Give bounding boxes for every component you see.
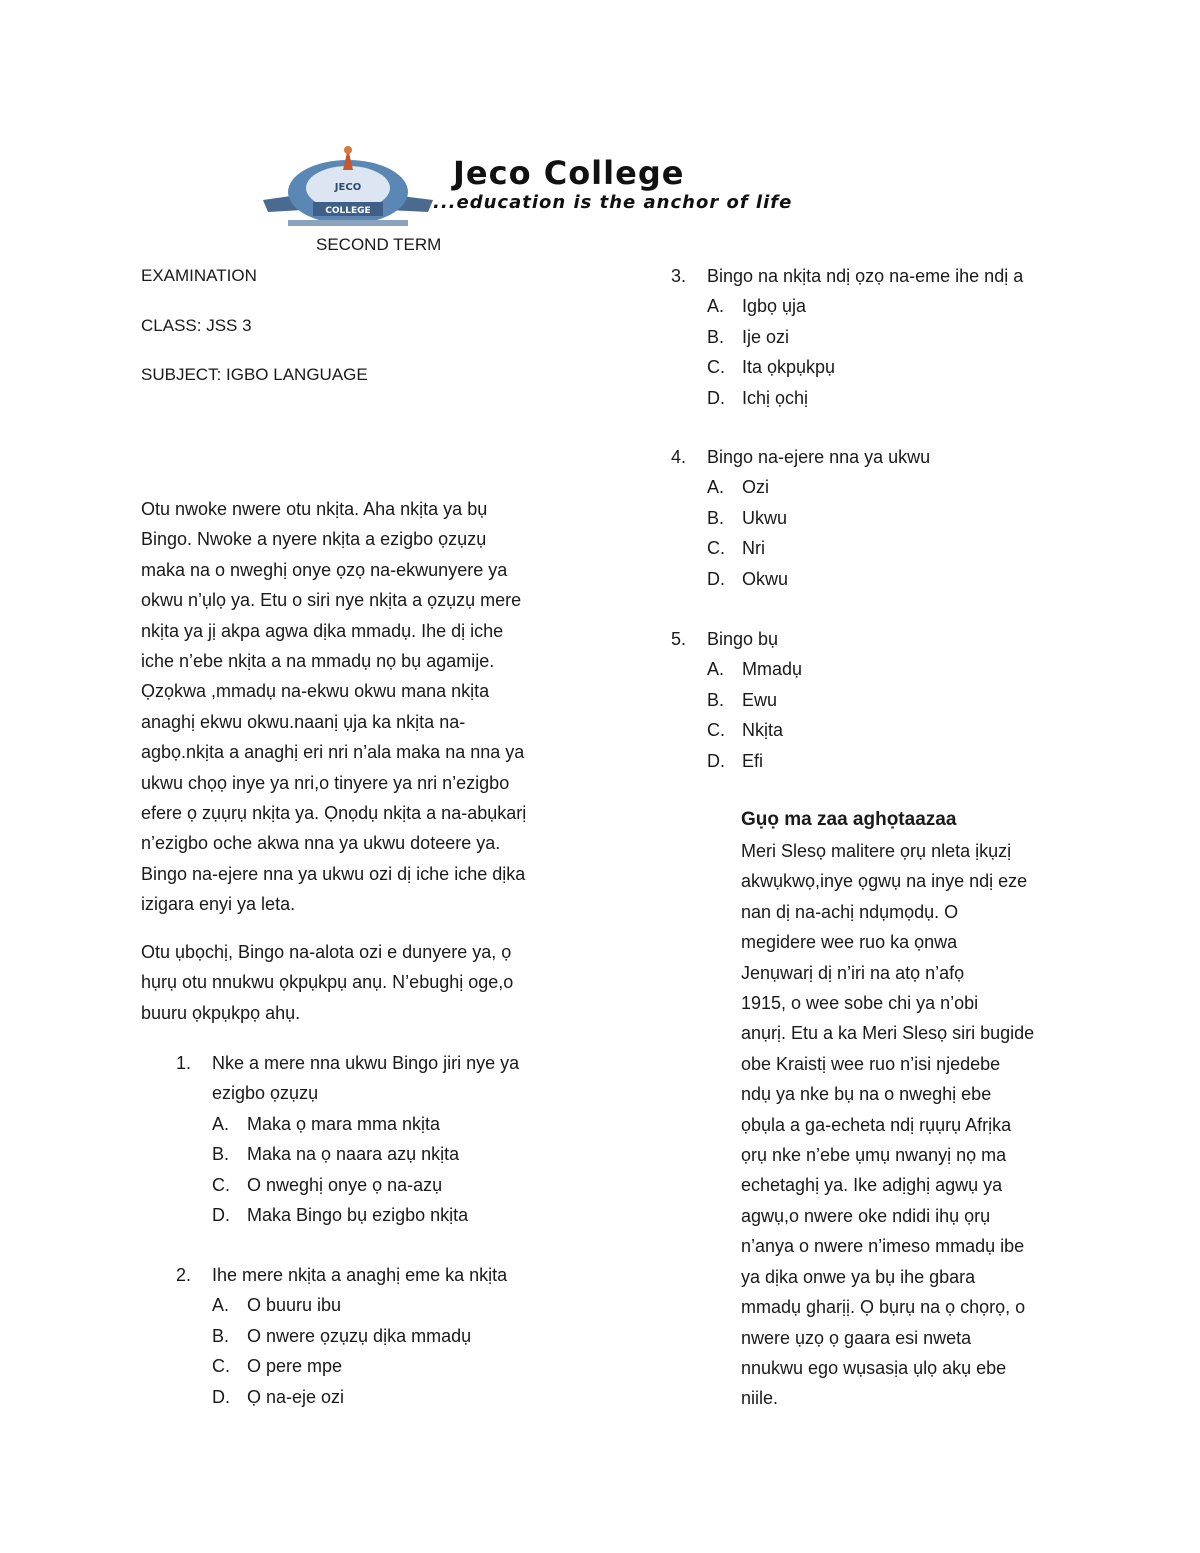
section-title: Gụọ ma zaa aghọtaazaa: [741, 809, 957, 830]
option-text: Nri: [742, 538, 765, 559]
exam-label: EXAMINATION: [141, 266, 257, 285]
question-number: 4.: [671, 447, 687, 467]
comprehension-line: akwụkwọ,inye ọgwụ na inye ndị eze: [741, 871, 1028, 892]
class-label: CLASS: JSS 3: [141, 316, 252, 335]
passage-line: izigara enyi ya leta.: [141, 894, 296, 915]
question-stem: Bingo na nkịta ndị ọzọ na-eme ihe ndị a: [707, 266, 1024, 286]
comprehension-line: ọbụla a ga-echeta ndị rụụrụ Afrịka: [741, 1114, 1012, 1135]
option-text: O buuru ibu: [247, 1295, 342, 1316]
comprehension-line: niile.: [741, 1388, 779, 1409]
option-letter: A.: [707, 659, 725, 680]
passage-line: Otu nwoke nwere otu nkịta. Aha nkịta ya bụ: [141, 499, 488, 519]
svg-text:COLLEGE: COLLEGE: [325, 206, 371, 216]
comprehension-line: ọrụ nke n’ebe ụmụ nwanyị nọ ma: [741, 1145, 1007, 1166]
option-text: Efi: [742, 750, 764, 771]
option-letter: A.: [707, 296, 725, 317]
option-letter: C.: [212, 1174, 230, 1195]
passage-line: efere ọ zụụrụ nkịta ya. Ọnọdụ nkịta a na-abụkarị: [141, 803, 527, 824]
school-name: Jeco College: [453, 154, 685, 192]
comprehension-line: nnukwu ego wụsasịa ụlọ akụ ebe: [741, 1357, 1007, 1378]
comprehension-line: ya dịka onwe ya bụ ihe gbara: [741, 1266, 976, 1287]
option-letter: D.: [707, 750, 725, 771]
option-letter: B.: [707, 507, 725, 528]
option-letter: B.: [707, 326, 725, 347]
passage-line: iche n’ebe nkịta a na mmadụ nọ bụ agamije.: [141, 651, 495, 672]
option-text: O pere mpe: [247, 1356, 343, 1377]
comprehension-line: mmadụ gharịị. Ọ bụrụ na ọ chọrọ, o: [741, 1297, 1026, 1318]
option-letter: D.: [212, 1386, 230, 1407]
passage-line: buuru ọkpụkpọ ahụ.: [141, 1002, 301, 1023]
comprehension-line: Jenụwarị dị n’iri na atọ n’afọ: [741, 962, 965, 983]
option-text: O nweghị onye ọ na-azụ: [247, 1174, 443, 1195]
option-letter: D.: [707, 387, 725, 408]
option-letter: A.: [212, 1113, 230, 1134]
passage-line: hụrụ otu nnukwu ọkpụkpụ anụ. N’ebughị oge,o: [141, 972, 514, 993]
option-text: Mmadụ: [742, 659, 803, 680]
option-text: Ita ọkpụkpụ: [742, 357, 836, 378]
option-text: Igbọ ụja: [742, 296, 807, 317]
comprehension-line: Meri Slesọ malitere ọrụ nleta ịkụzị: [741, 841, 1012, 861]
option-letter: B.: [707, 689, 725, 710]
question-stem: Bingo na-ejere nna ya ukwu: [707, 447, 931, 467]
option-text: O nwere ọzụzụ dịka mmadụ: [247, 1325, 472, 1346]
school-logo: [258, 140, 438, 230]
school-motto: ...education is the anchor of life: [433, 192, 793, 213]
passage-line: n’ezigbo oche akwa nna ya ukwu doteere ya.: [141, 833, 501, 854]
passage-paragraph-2: [141, 937, 591, 1028]
question-number: 2.: [176, 1265, 192, 1285]
passage-line: agbọ.nkịta a anaghị eri nri n’ala maka na nna ya: [141, 742, 525, 763]
passage-paragraph-1: [141, 494, 591, 920]
passage-line: Bingo na-ejere nna ya ukwu ozi dị iche iche dịka: [141, 863, 526, 884]
comprehension-line: echetaghị ya. Ike adịghị agwụ ya: [741, 1175, 1003, 1196]
question-stem: ezigbo ọzụzụ: [212, 1083, 319, 1104]
passage-line: nkịta ya jị akpa agwa dịka mmadụ. Ihe dị iche: [141, 620, 504, 641]
question-stem: Bingo bụ: [707, 629, 779, 649]
passage-line: Ọzọkwa ,mmadụ na-ekwu okwu mana nkịta: [141, 681, 490, 702]
option-text: Nkịta: [742, 720, 784, 741]
option-letter: C.: [707, 538, 725, 559]
comprehension-line: n’anya o nwere n’imeso mmadụ ibe: [741, 1236, 1025, 1257]
option-letter: B.: [212, 1325, 230, 1346]
comprehension-line: nan dị na-achị ndụmọdụ. O: [741, 901, 959, 922]
header-banner: [258, 140, 948, 230]
option-text: Maka ọ mara mma nkịta: [247, 1113, 441, 1134]
option-letter: D.: [707, 568, 725, 589]
question-stem: Ihe mere nkịta a anaghị eme ka nkịta: [212, 1265, 508, 1285]
term-label: SECOND TERM: [316, 235, 442, 254]
question-number: 3.: [671, 266, 687, 286]
option-letter: D.: [212, 1205, 230, 1225]
option-letter: C.: [707, 720, 725, 741]
subject-label: SUBJECT: IGBO LANGUAGE: [141, 365, 368, 384]
comprehension-line: anụrị. Etu a ka Meri Slesọ siri bugide: [741, 1023, 1035, 1044]
svg-text:JECO: JECO: [334, 182, 362, 193]
question-number: 5.: [671, 629, 687, 649]
question-stem: Nke a mere nna ukwu Bingo jiri nye ya: [212, 1053, 520, 1073]
comprehension-passage: [741, 836, 1081, 1414]
option-letter: B.: [212, 1144, 230, 1165]
comprehension-line: obe Kraistị wee ruo n’isi njedebe: [741, 1053, 1001, 1074]
passage-line: anaghị ekwu okwu.naanị ụja ka nkịta na-: [141, 711, 466, 732]
option-letter: C.: [212, 1356, 230, 1377]
passage-line: ukwu chọọ inye ya nri,o tinyere ya nri n’ezigbo: [141, 772, 510, 793]
option-text: Maka na ọ naara azụ nkịta: [247, 1144, 460, 1165]
option-text: Ozi: [742, 477, 769, 498]
option-text: Ichị ọchị: [742, 387, 809, 408]
comprehension-line: nwere ụzọ ọ gaara esi nweta: [741, 1327, 972, 1348]
option-text: Ewu: [742, 689, 778, 710]
option-letter: C.: [707, 357, 725, 378]
option-text: Maka Bingo bụ ezigbo nkịta: [247, 1205, 469, 1225]
option-text: Ọ na-eje ozi: [247, 1386, 345, 1407]
comprehension-line: ndụ ya nke bụ na o nweghị ebe: [741, 1084, 992, 1105]
option-text: Ukwu: [742, 507, 788, 528]
passage-line: maka na o nweghị onye ọzọ na-ekwunyere ya: [141, 559, 508, 580]
option-text: Okwu: [742, 568, 789, 589]
option-letter: A.: [707, 477, 725, 498]
question-number: 1.: [176, 1053, 192, 1073]
passage-line: Otu ụbọchị, Bingo na-alota ozi e dunyere ya, ọ: [141, 942, 512, 962]
comprehension-line: 1915, o wee sobe chi ya n’obi: [741, 993, 979, 1014]
passage-line: Bingo. Nwoke a nyere nkịta a ezigbo ọzụzụ: [141, 529, 487, 550]
option-text: Ije ozi: [742, 326, 790, 347]
comprehension-line: agwụ,o nwere oke ndidi ihụ ọrụ: [741, 1205, 991, 1226]
comprehension-line: megidere wee ruo ka ọnwa: [741, 932, 958, 953]
option-letter: A.: [212, 1295, 230, 1316]
passage-line: okwu n’ụlọ ya. Etu o siri nye nkịta a ọzụzụ mere: [141, 590, 522, 611]
